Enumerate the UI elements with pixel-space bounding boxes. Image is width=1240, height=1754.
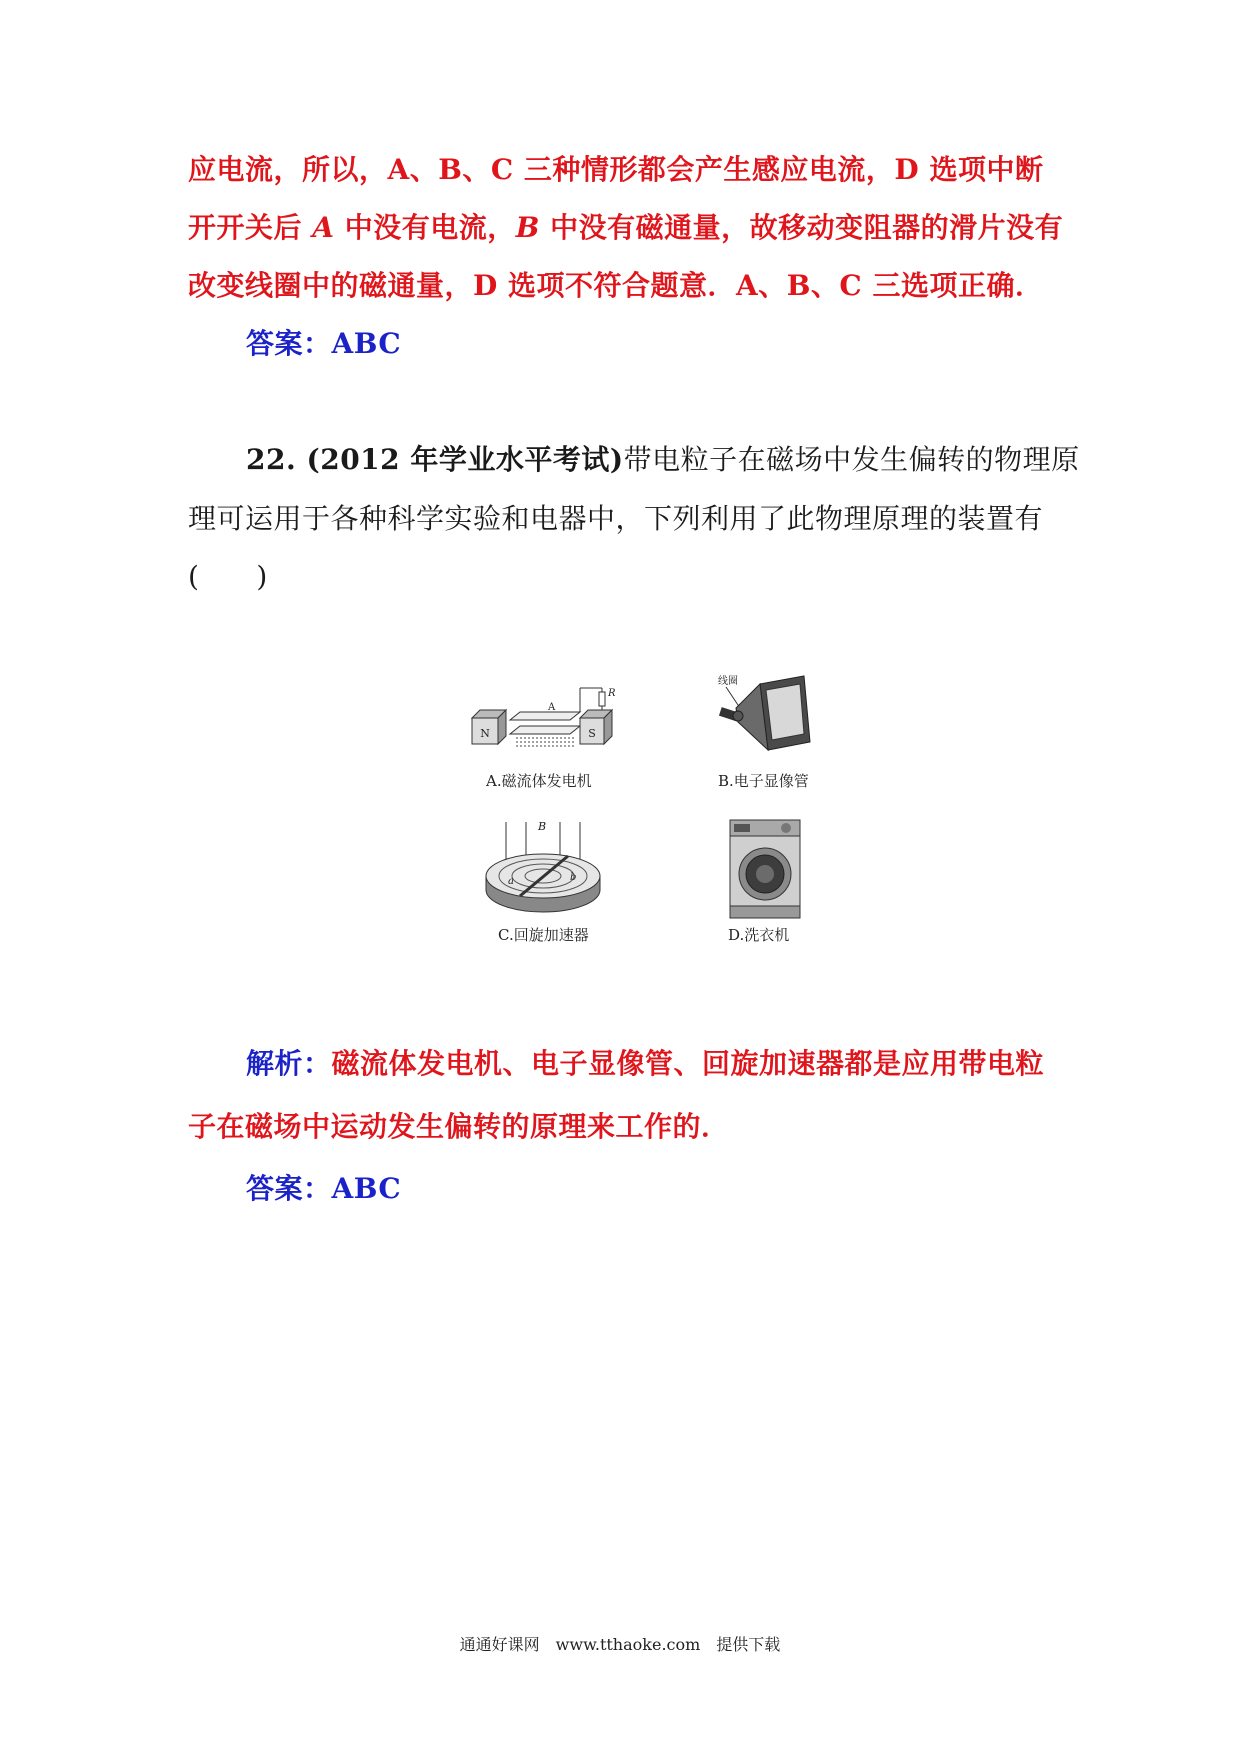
caption-b: B.电子显像管 xyxy=(718,772,809,790)
variable-b: B xyxy=(515,211,540,244)
caption-c: C.回旋加速器 xyxy=(498,926,589,944)
label-r: R xyxy=(608,688,616,699)
label-a-point: a xyxy=(508,876,514,887)
figure-crt-tube xyxy=(716,672,812,756)
answer-2 xyxy=(246,1167,401,1207)
prev-analysis-line-3: 改变线圈中的磁通量，D 选项不符合题意．A、B、C 三选项正确． xyxy=(188,269,1044,302)
figure-washing-machine xyxy=(728,818,802,920)
question-22-line-3: ( ) xyxy=(188,560,268,593)
answer-label: 答案： xyxy=(246,1172,332,1205)
analysis-22-line-2: 子在磁场中运动发生偏转的原理来工作的． xyxy=(188,1110,730,1143)
label-a: A xyxy=(548,702,556,713)
question-22-line-2: 理可运用于各种科学实验和电器中，下列利用了此物理原理的装置有 xyxy=(188,502,1044,535)
text: 中没有电流， xyxy=(334,211,516,244)
label-b-field: B xyxy=(538,820,547,833)
prev-analysis-line-1: 应电流，所以，A、B、C 三种情形都会产生感应电流，D 选项中断 xyxy=(188,153,1044,186)
answer-1 xyxy=(246,322,401,362)
answer-label: 答案： xyxy=(246,327,332,360)
answer-value: ABC xyxy=(331,1172,402,1205)
page-footer: 通通好课网 www.tthaoke.com 提供下载 xyxy=(459,1635,781,1654)
text: 开开关后 xyxy=(188,211,313,244)
variable-a: A xyxy=(312,211,335,244)
caption-d: D.洗衣机 xyxy=(728,926,790,944)
figure-mhd-generator xyxy=(468,682,618,748)
analysis-text: 磁流体发电机、电子显像管、回旋加速器都是应用带电粒 xyxy=(331,1047,1045,1080)
text: 中没有磁通量，故移动变阻器的滑片没有 xyxy=(539,211,1064,244)
label-n: N xyxy=(480,727,490,740)
label-b-point: b xyxy=(570,872,577,883)
label-coil: 线圈 xyxy=(718,676,738,687)
analysis-label: 解析： xyxy=(246,1047,332,1080)
question-22-line-1 xyxy=(246,438,1080,478)
figure-cyclotron xyxy=(478,818,608,918)
answer-value: ABC xyxy=(331,327,402,360)
prev-analysis-line-2 xyxy=(188,206,1063,246)
question-text: 带电粒子在磁场中发生偏转的物理原 xyxy=(623,443,1080,476)
caption-a: A.磁流体发电机 xyxy=(486,772,592,790)
label-s: S xyxy=(588,727,596,740)
analysis-22-line-1 xyxy=(246,1042,1044,1082)
question-number: 22. (2012 年学业水平考试) xyxy=(246,443,624,476)
